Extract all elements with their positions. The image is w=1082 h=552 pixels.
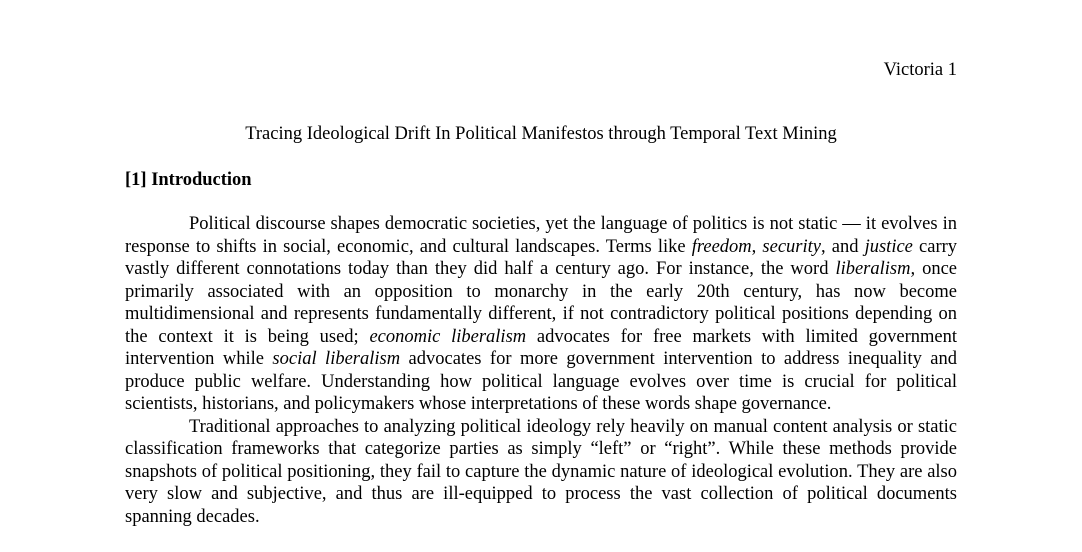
text-run: , and [820, 236, 865, 257]
text-run: carry vastly different connotations today than they did half a century ago. For instance, the word [125, 236, 958, 279]
italic-term: security [762, 236, 821, 257]
text-run: , [751, 236, 763, 257]
text-run: Traditional approaches to analyzing political ideology rely heavily on manual content analysis or static classification frameworks that categorize parties as simply “left” or “right”. While these methods provide snapshots of political positioning, they fail to capture the dynamic nature of ideological evolution. They are also very slow and subjective, and thus are ill-equipped to process the vast collection of political documents spanning decades. [125, 416, 957, 527]
italic-term: social liberalism [272, 349, 401, 369]
italic-term: justice [864, 236, 913, 257]
paragraph [125, 213, 957, 416]
body-text [125, 213, 957, 528]
text-run: once primarily associated with an opposition to monarchy in the early 20th century, has now become multidimensional and represents fundamentally different, if not contradictory political positions depending on the context it is being used; [125, 259, 957, 347]
section-heading: [1] Introduction [125, 170, 252, 190]
text-run: advocates for more government intervention to address inequality and produce public welfare. Understanding how political language evolves over time is crucial for political scientists, historians, and policymakers whose interpretations of these words shape governance. [125, 349, 957, 414]
document-title: Tracing Ideological Drift In Political Manifestos through Temporal Text Mining [245, 124, 837, 144]
text-run: advocates for free markets with limited government intervention while [125, 326, 957, 369]
italic-term: economic liberalism [369, 326, 527, 347]
paragraph [125, 416, 957, 529]
text-run: Political discourse shapes democratic societies, yet the language of politics is not static — it evolves in response to shifts in social, economic, and cultural landscapes. Terms like [125, 214, 957, 257]
running-head: Victoria 1 [883, 60, 957, 80]
italic-term: freedom [691, 236, 752, 257]
italic-term: liberalism, [835, 259, 916, 279]
